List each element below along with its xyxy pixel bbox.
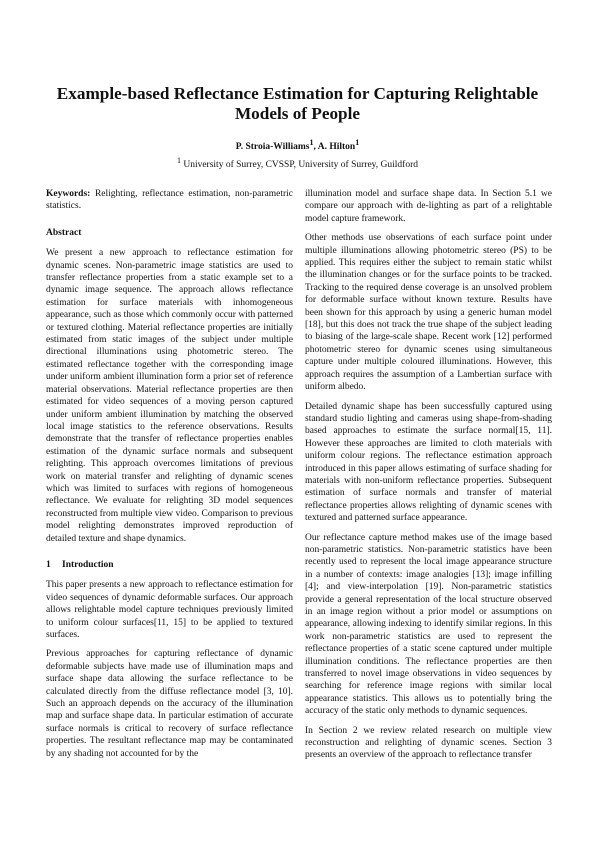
- paragraph: Other methods use observations of each surface point under multiple illuminations allowing photometric stereo (PS) to be applied. This requires either the subject to remain static whilst the illumination changes or for the surface points to be tracked. Tracking to the required dense coverage is an unsolved problem for deformable surface without known texture. Results have been shown for this approach by using a generic human model [18], but this does not track the true shape of the subject leading to biasing of the large-scale shape. Recent work [12] performed photometric stereo for dynamic scenes using simultaneous capture under multiple coloured illuminations. However, this approach requires the assumption of a Lambertian surface with uniform albedo.: [305, 233, 552, 393]
- paragraph: Our reflectance capture method makes use of the image based non-parametric statistics. Non-parametric statistics have been recently used to represent the local image appearance structure in a number of contexts: image analogies [13]; image infilling [4]; and view-interpolation [19]. Non-parametric statistics provide a general representation of the local structure observed in an image region without a prior model or assumptions on appearance, allowing indexing to identify similar regions. In this work non-parametric statistics are used to represent the reflectance properties of a static scene captured under multiple illumination conditions. The reflectance properties are then transferred to novel image observations in video sequences by searching for reference image regions with similar local appearance statistics. This allows us to potentially bring the accuracy of the static only methods to dynamic sequences.: [305, 532, 552, 717]
- keywords: [46, 188, 293, 213]
- paragraph: In Section 2 we review related research on multiple view reconstruction and relighting of dynamic scenes. Section 3 presents an overview of the approach to reflectance transfer: [305, 725, 552, 761]
- author-separator: ,: [313, 142, 318, 153]
- affiliation-text: University of Surrey, CVSSP, University of Surrey, Guildford: [183, 160, 419, 171]
- abstract-heading: Abstract: [46, 227, 82, 238]
- paragraph: This paper presents a new approach to reflectance estimation for video sequences of dynamic deformable surfaces. Our approach allows relightable model capture techniques previously limited to uniform colour surfaces[11, 15] to be applied to textured surfaces.: [46, 580, 293, 640]
- author-name: A. Hilton: [317, 142, 356, 153]
- paper-title: Example-based Reflectance Estimation for Capturing Relightable Models of People: [56, 84, 539, 123]
- section-title: Introduction: [62, 559, 114, 570]
- right-column: [305, 188, 552, 769]
- keywords-text: Relighting, reflectance estimation, non-parametric statistics.: [46, 189, 293, 212]
- section-heading-introduction: [46, 559, 293, 571]
- affiliation-marker: 1: [176, 156, 181, 165]
- abstract-text: We present a new approach to reflectance estimation for dynamic scenes. Non-parametric image statistics are used to transfer reflectance properties from a static example set to a dynamic image sequence. The approach allows reflectance estimation for surface materials with inhomogeneous appearance, such as those which commonly occur with patterned or textured clothing. Material reflectance properties are initially estimated from static images of the subject under multiple directional illuminations using photometric stereo. The estimated reflectance together with the corresponding image under uniform ambient illumination form a prior set of reference material observations. Material reflectance properties are then estimated for video sequences of a moving person captured under uniform ambient illumination by matching the observed local image statistics to the reference observations. Results demonstrate that the transfer of reflectance properties enables estimation of the dynamic surface normals and subsequent relighting. This approach overcomes limitations of previous work on material transfer and relighting of dynamic scenes which was limited to surfaces with regions of homogeneous reflectance. We evaluate for relighting 3D model sequences reconstructed from multiple view video. Comparison to previous model relighting demonstrates improved reproduction of detailed texture and shape dynamics.: [46, 248, 293, 544]
- author-line: [40, 137, 555, 153]
- paragraph: illumination model and surface shape data. In Section 5.1 we compare our approach with de-lighting as part of a relightable model capture framework.: [305, 189, 552, 224]
- affiliation-line: [40, 155, 555, 171]
- keywords-label: Keywords:: [46, 189, 91, 199]
- paragraph: Previous approaches for capturing reflectance of dynamic deformable subjects have made use of illumination maps and surface shape data allowing the surface reflectance to be calculated directly from the diffuse reflectance model [3, 10]. Such an approach depends on the accuracy of the illumination map and surface shape data. In particular estimation of accurate surface normals is critical to recovery of surface reflectance properties. The resultant reflectance map may be contaminated by any shading not accounted for by the: [46, 649, 293, 759]
- section-number: 1: [46, 559, 51, 570]
- affiliation-marker: 1: [309, 138, 314, 147]
- affiliation-marker: 1: [355, 138, 360, 147]
- author-name: P. Stroia-Williams: [235, 142, 310, 153]
- paragraph: Detailed dynamic shape has been successfully captured using standard studio lighting and cameras using shape-from-shading based approaches to estimate the surface normal[15, 11]. However these approaches are limited to cloth materials with uniform colour regions. The reflectance estimation approach introduced in this paper allows estimating of surface shading for materials with non-uniform reflectance properties. Subsequent estimation of surface normals and transfer of material reflectance properties allows relighting of dynamic scenes with textured and patterned surface appearance.: [305, 401, 552, 524]
- left-column: [46, 188, 293, 767]
